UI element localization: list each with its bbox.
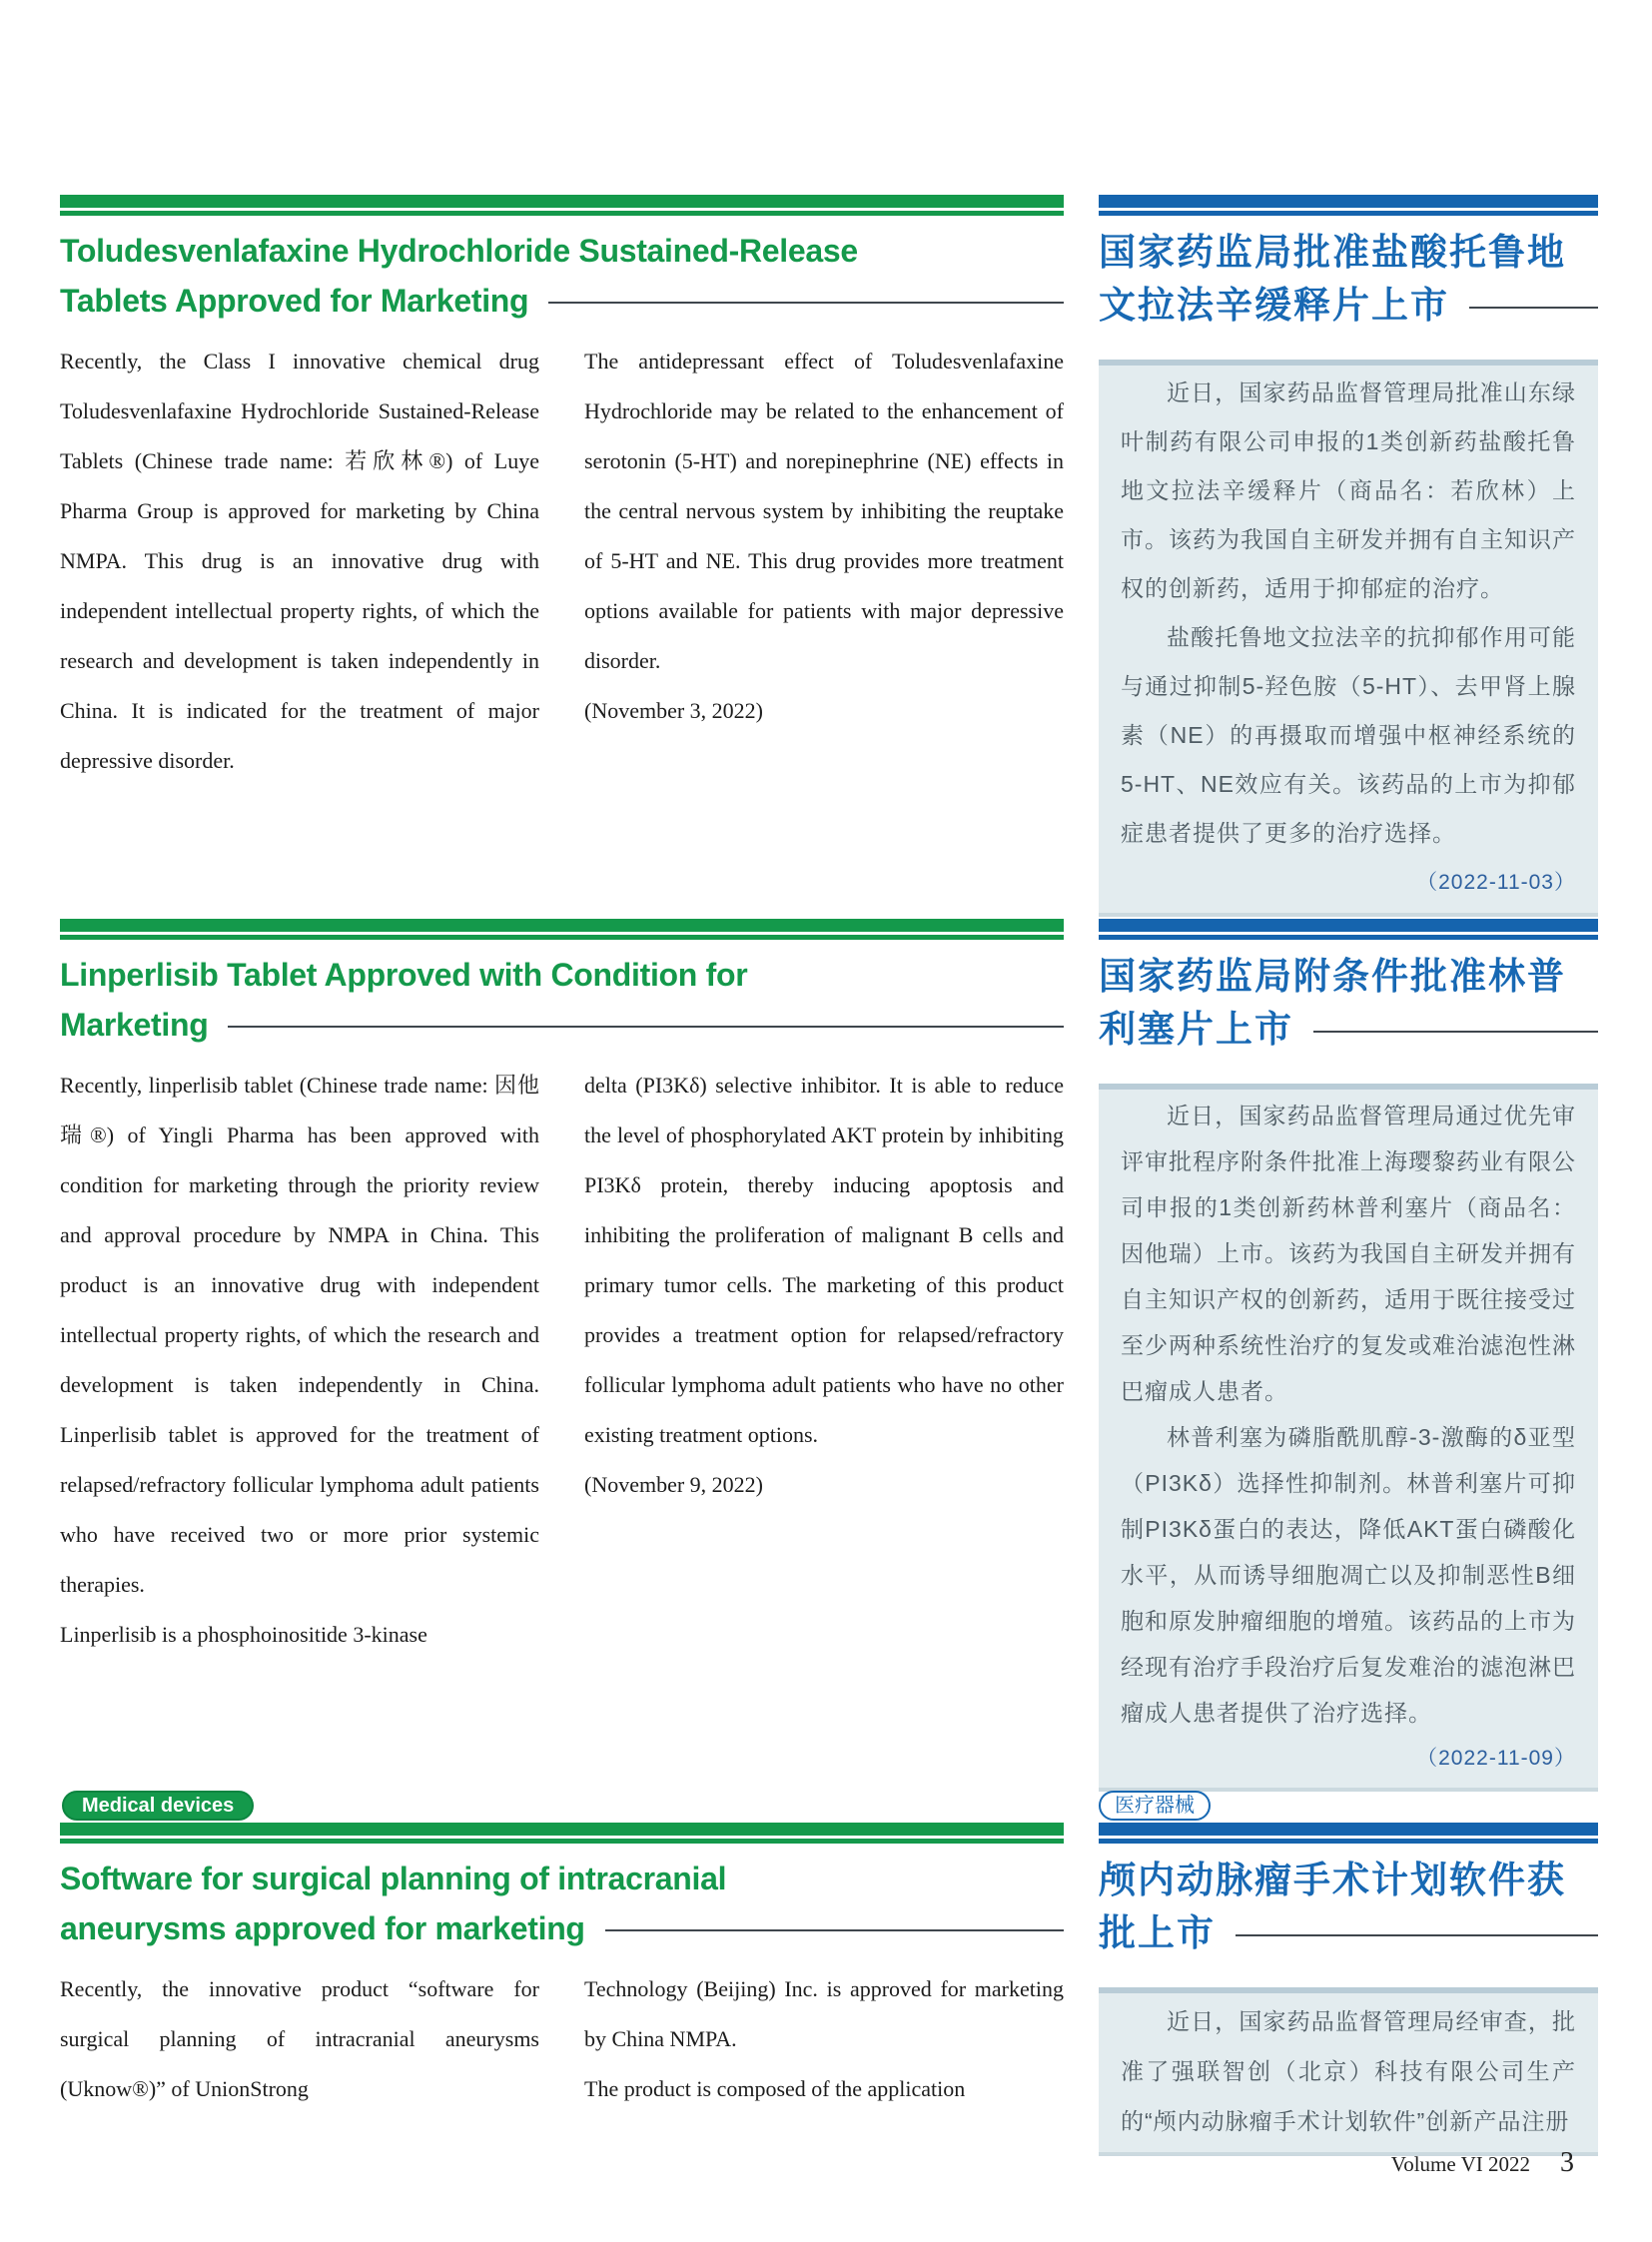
article-3-column-2 — [584, 1964, 1064, 2114]
article-2-title-line2-row — [60, 1000, 1064, 1050]
blue-double-bar — [1099, 1823, 1598, 1844]
article-1-english — [60, 195, 1064, 919]
badge-row — [60, 1791, 1064, 1821]
cn-medical-devices-badge: 医疗器械 — [1099, 1791, 1211, 1821]
blue-double-bar — [1099, 919, 1598, 940]
article-2-chinese — [1099, 919, 1598, 1791]
volume-label: Volume VI 2022 — [1390, 2152, 1530, 2176]
article-2-column-2 — [584, 1061, 1064, 1660]
article-1-column-1 — [60, 337, 539, 786]
article-2-title — [60, 950, 1064, 1050]
cn-paragraph: 近日，国家药品监督管理局通过优先审评审批程序附条件批准上海璎黎药业有限公司申报的1类创新药林普利塞片（商品名：因他瑞）上市。该药为我国自主研发并拥有自主知识产权的创新药，适用于既往接受过至少两种系统性治疗的复发或难治滤泡性淋巴瘤成人患者。 — [1121, 1103, 1576, 1404]
article-3-title-line1: Software for surgical planning of intracranial — [60, 1861, 727, 1896]
green-double-bar — [60, 1823, 1064, 1844]
title-rule — [228, 1026, 1064, 1028]
article-1-title — [60, 226, 1064, 326]
cn-paragraph: 林普利塞为磷脂酰肌醇-3-激酶的δ亚型（PI3Kδ）选择性抑制剂。林普利塞片可抑制PI3Kδ蛋白的表达，降低AKT蛋白磷酸化水平，从而诱导细胞凋亡以及抑制恶性B细胞和原发肿瘤细胞的增殖。该药品的上市为经现有治疗手段治疗后复发难治的滤泡淋巴瘤成人患者提供了治疗选择。 — [1121, 1424, 1576, 1726]
title-rule — [548, 302, 1064, 304]
cn-article-2-title — [1099, 950, 1598, 1056]
title-rule — [1469, 307, 1598, 309]
cn-article-3-news-box — [1099, 1987, 1598, 2156]
cn-article-3-title — [1099, 1854, 1598, 1959]
cn-paragraph: 近日，国家药品监督管理局经审查，批准了强联智创（北京）科技有限公司生产的“颅内动脉瘤手术计划软件”创新产品注册 — [1121, 2008, 1576, 2134]
cn-article-1-title-line2: 文拉法辛缓释片上市 — [1099, 285, 1449, 326]
cn-article-1-date: （2022-11-03） — [1416, 871, 1576, 894]
cn-article-2-title-line2: 利塞片上市 — [1099, 1009, 1293, 1050]
article-3-title-line2: aneurysms approved for marketing — [60, 1910, 585, 1946]
green-double-bar — [60, 919, 1064, 940]
article-1-title-line1: Toludesvenlafaxine Hydrochloride Sustained-Release — [60, 233, 858, 269]
blue-double-bar — [1099, 195, 1598, 216]
title-rule — [1236, 1934, 1598, 1936]
cn-article-1-title-line1: 国家药监局批准盐酸托鲁地 — [1099, 232, 1566, 273]
article-3-title — [60, 1854, 1064, 1953]
paragraph: Recently, the innovative product “software for surgical planning of intracranial aneurysms (Uknow®)” of UnionStrong — [60, 1976, 539, 2101]
article-3-body — [60, 1964, 1064, 2114]
paragraph: The product is composed of the application — [584, 2076, 966, 2101]
cn-article-3-title-line2-row — [1099, 1906, 1598, 1959]
cn-article-2-title-line2-row — [1099, 1003, 1598, 1056]
article-3-column-1 — [60, 1964, 539, 2114]
cn-article-1-news-box — [1099, 360, 1598, 917]
page-number: 3 — [1560, 2147, 1574, 2178]
title-rule — [605, 1929, 1064, 1931]
cn-paragraph: 盐酸托鲁地文拉法辛的抗抑郁作用可能与通过抑制5-羟色胺（5-HT）、去甲肾上腺素（NE）的再摄取而增强中枢神经系统的5-HT、NE效应有关。该药品的上市为抑郁症患者提供了更多的治疗选择。 — [1121, 624, 1576, 846]
article-3-chinese — [1099, 1791, 1598, 2156]
cn-article-3-title-line2: 批上市 — [1099, 1912, 1216, 1953]
article-3-title-line2-row — [60, 1903, 1064, 1953]
paragraph: delta (PI3Kδ) selective inhibitor. It is able to reduce the level of phosphorylated AKT protein by inhibiting PI3Kδ protein, thereby inducing apoptosis and inhibiting the proliferation of malignant B cells and primary tumor cells. The marketing of this product provides a treatment option for relapsed/refractory follicular lymphoma adult patients who have no other existing treatment options. — [584, 1073, 1064, 1447]
article-2-title-line2: Marketing — [60, 1007, 209, 1043]
article-3-english — [60, 1791, 1064, 2156]
paragraph: Recently, linperlisib tablet (Chinese trade name: 因他瑞®) of Yingli Pharma has been approved with condition for marketing through the priority review and approval procedure by NMPA in China. This product is an innovative drug with independent intellectual property rights, of which the research and development is taken independently in China. Linperlisib tablet is approved for the treatment of relapsed/refractory follicular lymphoma adult patients who have received two or more prior systemic therapies. — [60, 1073, 539, 1597]
article-1-body — [60, 337, 1064, 786]
page-footer — [1391, 2147, 1574, 2179]
cn-article-2-news-box — [1099, 1084, 1598, 1792]
article-1-date: (November 3, 2022) — [584, 698, 764, 723]
article-1-title-line2: Tablets Approved for Marketing — [60, 283, 529, 319]
cn-article-2-date: （2022-11-09） — [1416, 1747, 1576, 1770]
paragraph: The antidepressant effect of Toludesvenlafaxine Hydrochloride may be related to the enhancement of serotonin (5-HT) and norepinephrine (NE) effects in the central nervous system by inhibiting the reuptake of 5-HT and NE. This drug provides more treatment options available for patients with major depressive disorder. — [584, 349, 1064, 673]
cn-article-2-title-line1: 国家药监局附条件批准林普 — [1099, 956, 1566, 997]
paragraph: Technology (Beijing) Inc. is approved for marketing by China NMPA. — [584, 1976, 1064, 2051]
title-rule — [1313, 1031, 1598, 1033]
article-2-english — [60, 919, 1064, 1791]
cn-article-3-title-line1: 颅内动脉瘤手术计划软件获 — [1099, 1860, 1566, 1900]
cn-article-1-title-line2-row — [1099, 279, 1598, 332]
article-2-title-line1: Linperlisib Tablet Approved with Condition for — [60, 957, 748, 993]
article-1-column-2 — [584, 337, 1064, 786]
paragraph: Linperlisib is a phosphoinositide 3-kinase — [60, 1622, 427, 1647]
cn-article-1-title — [1099, 226, 1598, 332]
content-grid — [60, 195, 1598, 2156]
article-2-date: (November 9, 2022) — [584, 1472, 764, 1497]
green-double-bar — [60, 195, 1064, 216]
cn-paragraph: 近日，国家药品监督管理局批准山东绿叶制药有限公司申报的1类创新药盐酸托鲁地文拉法辛缓释片（商品名：若欣林）上市。该药为我国自主研发并拥有自主知识产权的创新药，适用于抑郁症的治疗。 — [1121, 379, 1576, 601]
medical-devices-badge: Medical devices — [62, 1791, 254, 1821]
paragraph: Recently, the Class I innovative chemical drug Toludesvenlafaxine Hydrochloride Sustained-Release Tablets (Chinese trade name: 若欣林®) of Luye Pharma Group is approved for marketing by China NMPA. This drug is an innovative drug with independent intellectual property rights, of which the research and development is taken independently in China. It is indicated for the treatment of major depressive disorder. — [60, 349, 539, 773]
article-1-title-line2-row — [60, 276, 1064, 326]
badge-row — [1099, 1791, 1598, 1821]
article-2-body — [60, 1061, 1064, 1660]
article-2-column-1 — [60, 1061, 539, 1660]
article-1-chinese — [1099, 195, 1598, 919]
